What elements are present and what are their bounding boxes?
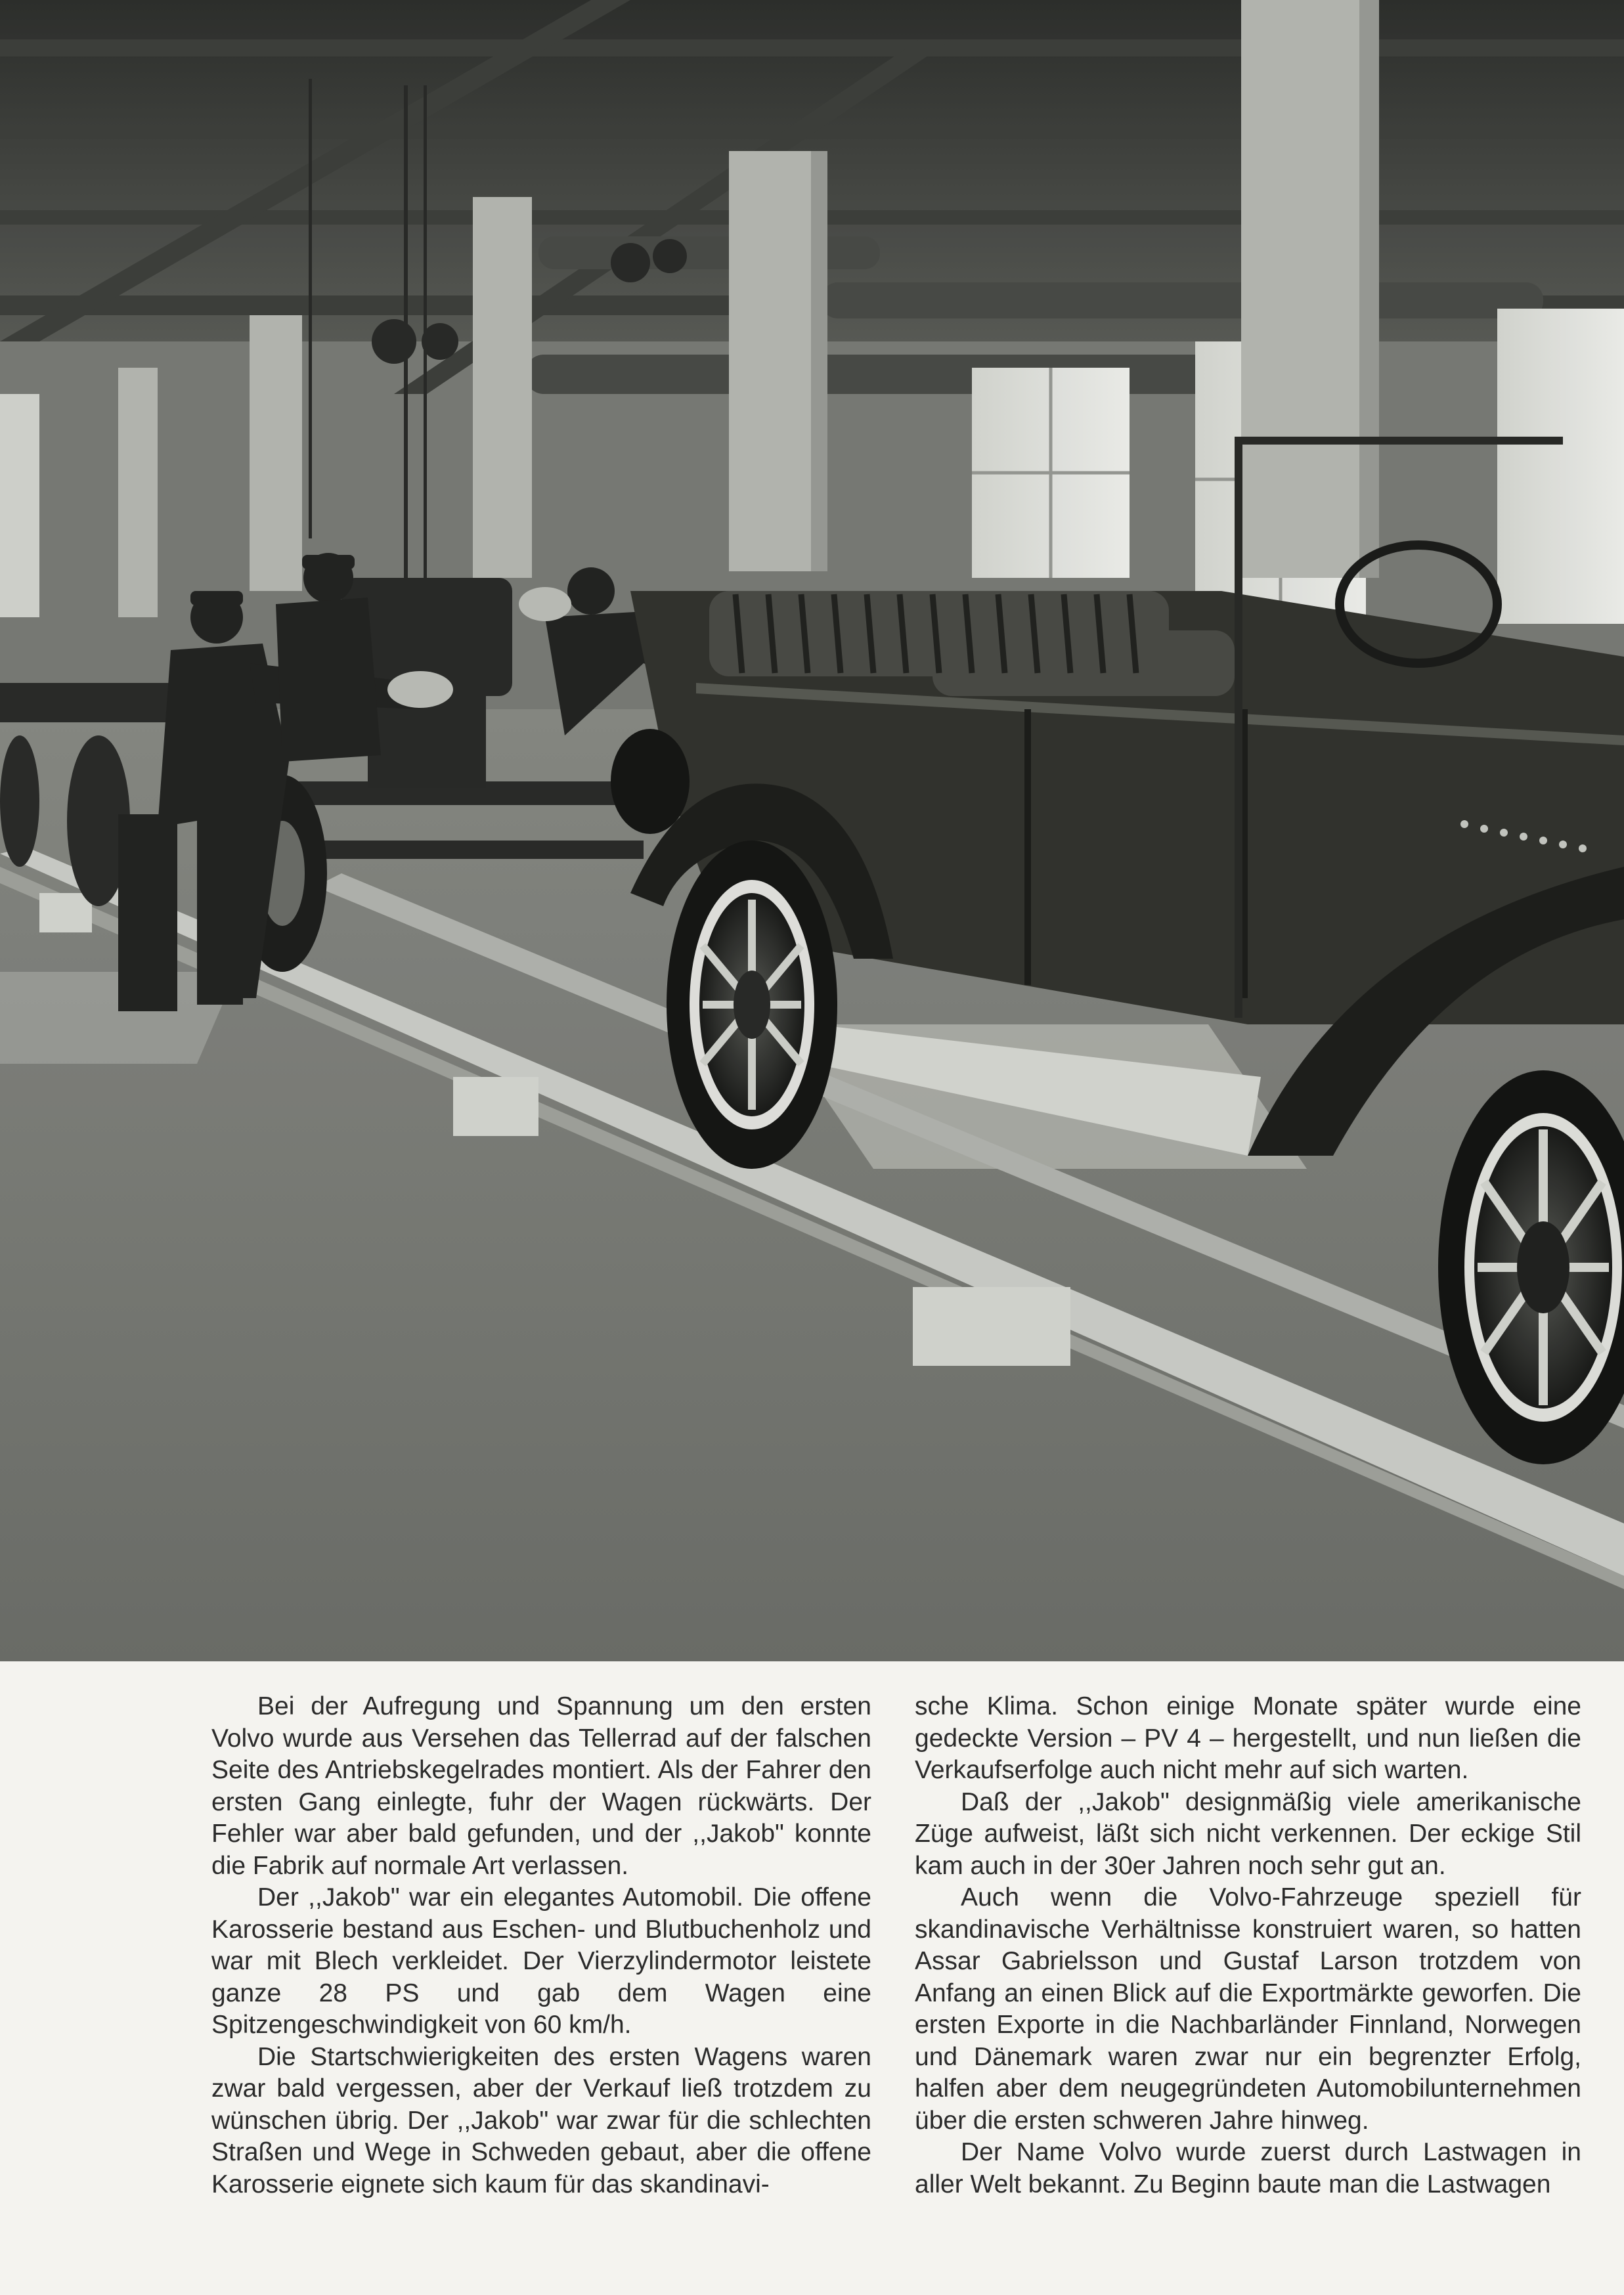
paragraph: Daß der ,,Jakob" designmäßig viele amerikanische Züge aufweist, läßt sich nicht verkennen. Der eckige Stil kam auch in der 30er Jahren noch sehr gut an. (915, 1787, 1581, 1880)
paragraph: sche Klima. Schon einige Monate später wurde eine gedeckte Version – PV 4 – hergestellt, und nun ließen die Verkaufserfolge auch nicht mehr auf sich warten. (915, 1692, 1581, 1784)
paragraph: Die Startschwierigkeiten des ersten Wagens waren zwar bald vergessen, aber der Verkauf ließ trotzdem zu wünschen übrig. Der ,,Jakob" war zwar für die schlechten Straßen und Wege in Schweden gebaut, aber die offene Karosserie eignete sich kaum für das skandinavi- (211, 2042, 871, 2198)
paragraph: Bei der Aufregung und Spannung um den ersten Volvo wurde aus Versehen das Tellerrad auf der falschen Seite des Antriebskegelrades montiert. Als der Fahrer den ersten Gang einlegte, fuhr der Wagen rückwärts. Der Fehler war aber bald gefunden, und der ,,Jakob" konnte die Fabrik auf normale Art verlassen. (211, 1692, 871, 1880)
paragraph: Der ,,Jakob" war ein elegantes Automobil. Die offene Karosserie bestand aus Eschen- und Blutbuchenholz und war mit Blech verkleidet. Der Vierzylindermotor leistete ganze 28 PS und gab dem Wagen eine Spitzengeschwindigkeit von 60 km/h. (211, 1883, 871, 2039)
text-column-right (915, 1691, 1581, 2200)
text-column-left (211, 1691, 871, 2200)
paragraph: Der Name Volvo wurde zuerst durch Lastwagen in aller Welt bekannt. Zu Beginn baute man die Lastwagen (915, 2138, 1581, 2198)
article-text (0, 1691, 1624, 2256)
paragraph: Auch wenn die Volvo-Fahrzeuge speziell für skandinavische Verhältnisse konstruiert waren, so hatten Assar Gabrielsson und Gustaf Larson trotzdem von Anfang an einen Blick auf die Exportmärkte geworfen. Die ersten Exporte in die Nachbarländer Finnland, Norwegen und Dänemark waren zwar nur ein begrenzter Erfolg, halfen aber dem neugegründeten Automobilunternehmen über die ersten schweren Jahre hinweg. (915, 1883, 1581, 2135)
